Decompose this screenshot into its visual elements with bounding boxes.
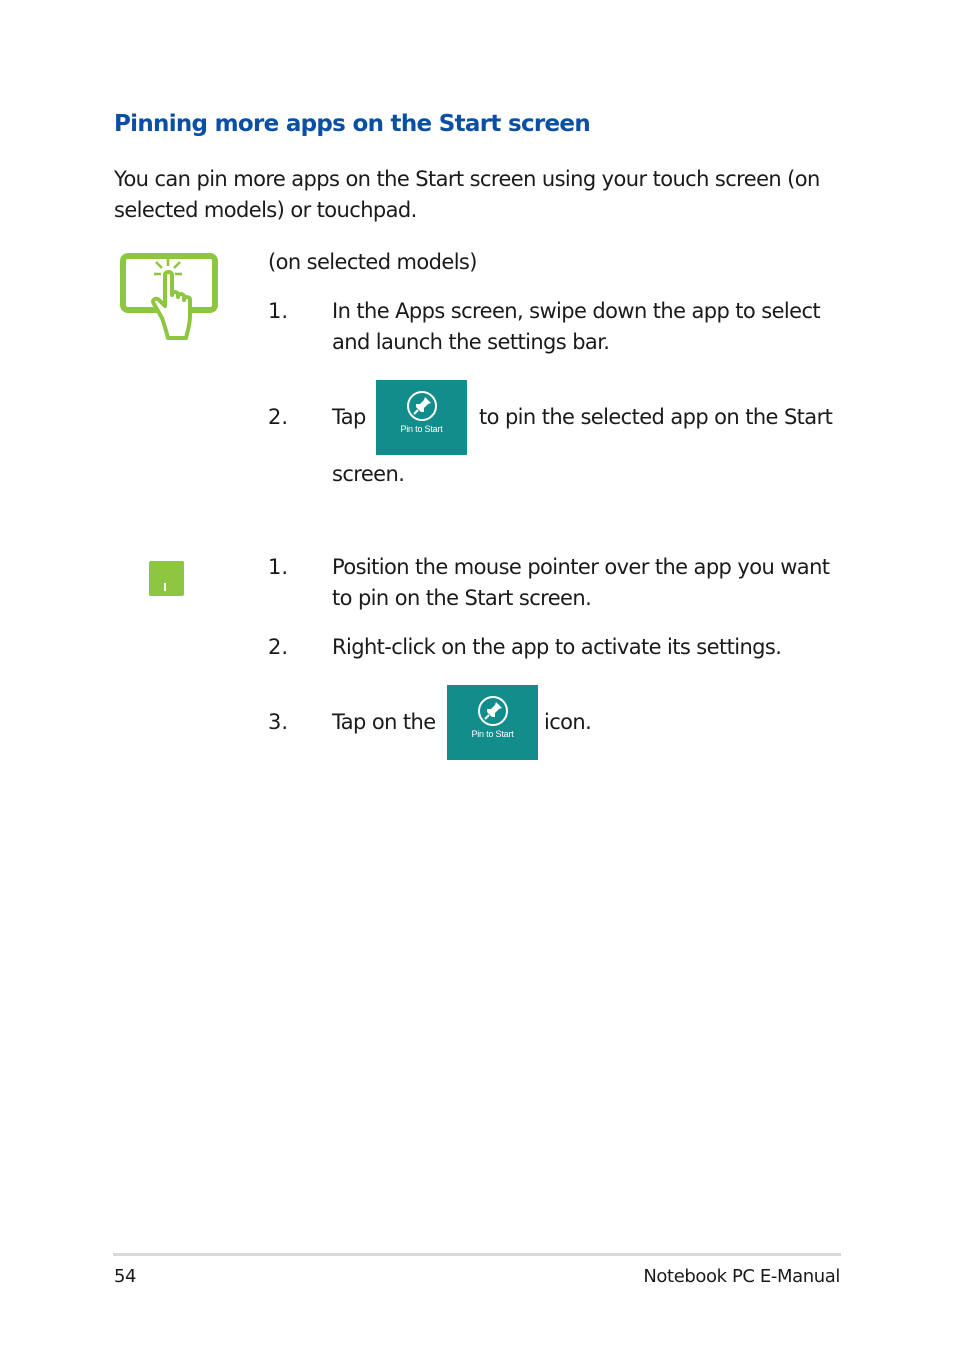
manual-title: Notebook PC E-Manual bbox=[643, 1266, 840, 1287]
step-text: Position the mouse pointer over the app you want bbox=[332, 555, 830, 579]
step-text: screen. bbox=[332, 462, 405, 486]
step-text: to pin on the Start screen. bbox=[332, 586, 592, 610]
step-number: 3. bbox=[268, 710, 289, 734]
page-number: 54 bbox=[114, 1266, 137, 1287]
footer-divider bbox=[113, 1253, 841, 1256]
pushpin-icon bbox=[406, 390, 438, 422]
step-number: 1. bbox=[268, 555, 289, 579]
step-text: Tap on the bbox=[332, 710, 436, 734]
step-number: 2. bbox=[268, 635, 289, 659]
section-heading: Pinning more apps on the Start screen bbox=[114, 111, 591, 137]
touch-screen-gesture-icon bbox=[118, 252, 222, 342]
step-text: In the Apps screen, swipe down the app to select bbox=[332, 299, 821, 323]
pushpin-icon bbox=[477, 695, 509, 727]
step-text: Right-click on the app to activate its settings. bbox=[332, 635, 782, 659]
pin-to-start-label: Pin to Start bbox=[400, 424, 443, 434]
step-number: 2. bbox=[268, 405, 289, 429]
step-text: icon. bbox=[544, 710, 592, 734]
on-selected-models-note: (on selected models) bbox=[268, 250, 477, 274]
touchpad-icon bbox=[149, 561, 184, 596]
pin-to-start-tile bbox=[447, 685, 538, 760]
step-text: to pin the selected app on the Start bbox=[479, 405, 833, 429]
step-number: 1. bbox=[268, 299, 289, 323]
intro-paragraph: You can pin more apps on the Start screen using your touch screen (on selected models) or touchpad. bbox=[114, 167, 820, 222]
pin-to-start-tile bbox=[376, 380, 467, 455]
step-text: Tap bbox=[332, 405, 366, 429]
pin-to-start-label: Pin to Start bbox=[471, 729, 514, 739]
step-text: and launch the settings bar. bbox=[332, 330, 610, 354]
